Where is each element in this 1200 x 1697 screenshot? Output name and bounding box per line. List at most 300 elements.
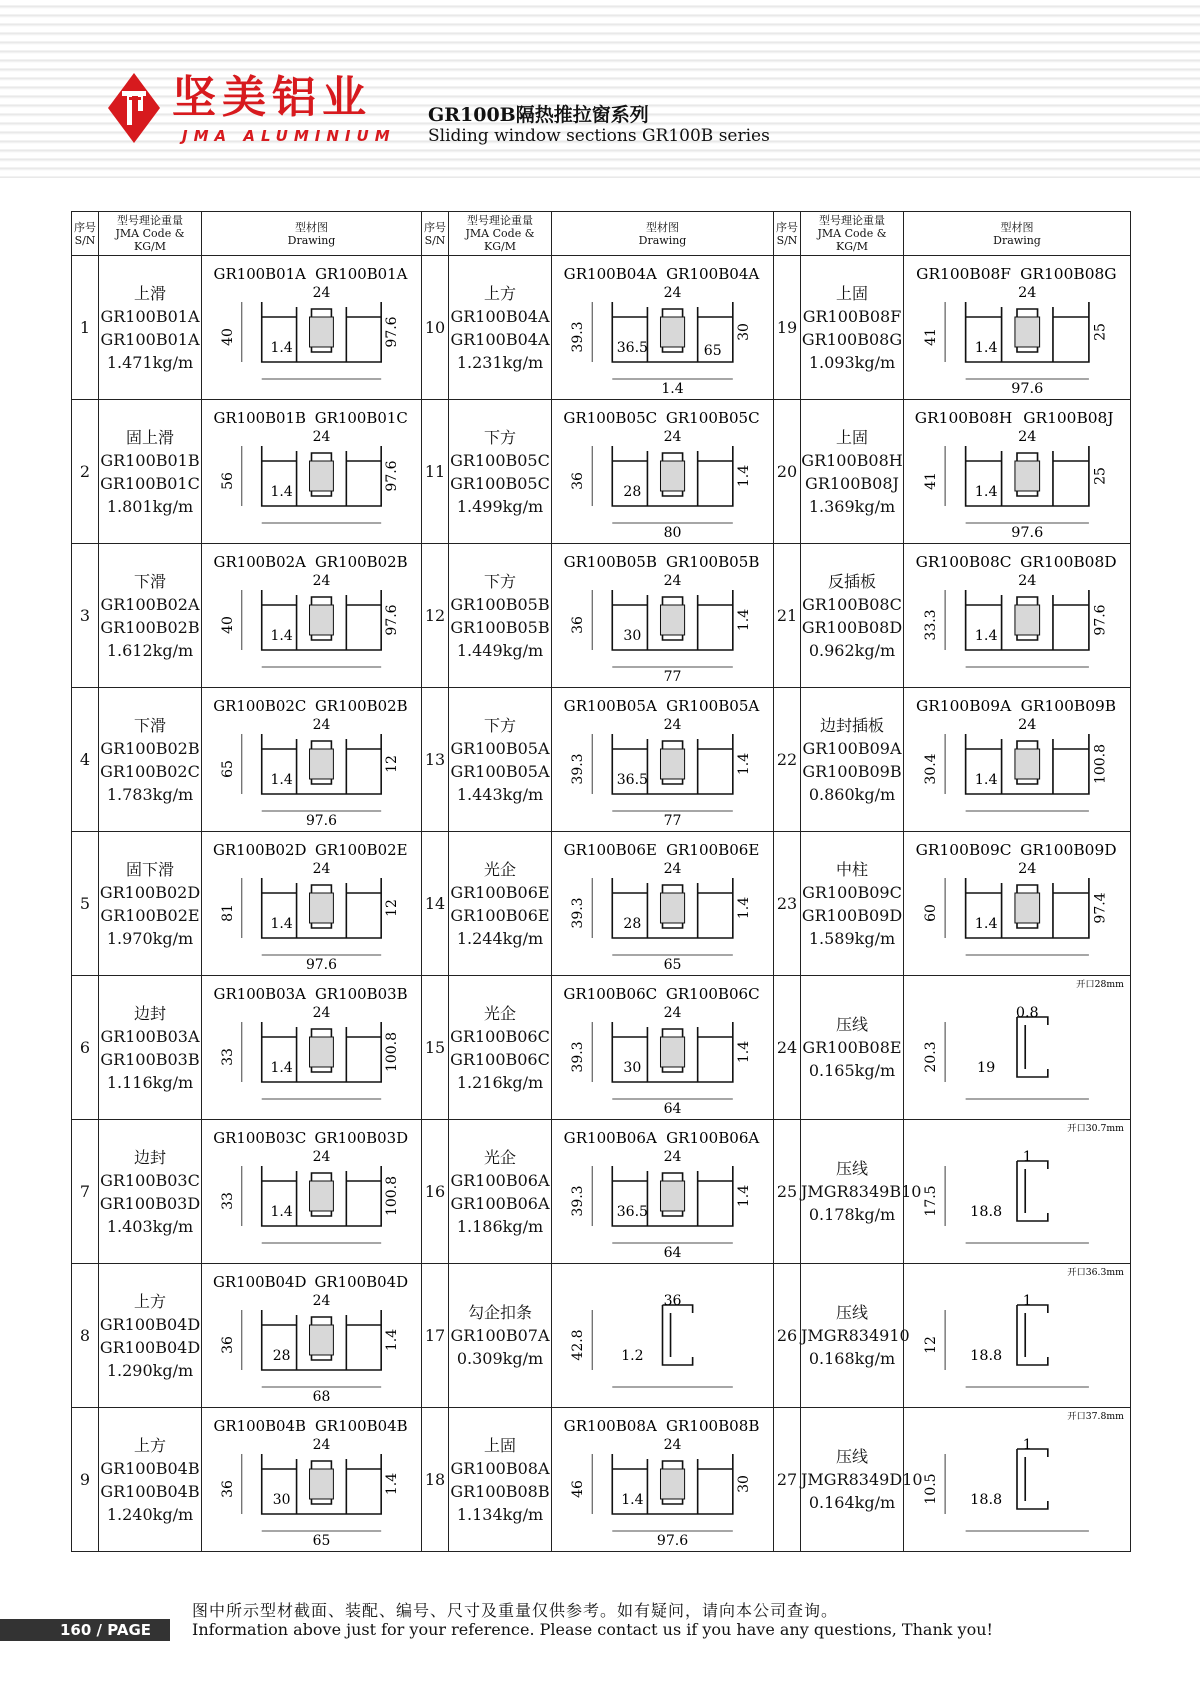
opening-note: 开口36.3mm	[1067, 1267, 1124, 1278]
drawing-cell	[202, 976, 422, 1120]
dimension-label: 1.2	[621, 1347, 644, 1364]
profile-code: GR100B03C	[100, 1170, 200, 1190]
section-code-label: GR100B09A	[915, 696, 1012, 715]
dimension-label: 39.3	[570, 1040, 587, 1073]
profile-weight: 0.165kg/m	[808, 1061, 896, 1080]
profile-weight: 1.186kg/m	[456, 1216, 544, 1236]
profile-code: GR100B03A	[100, 1026, 200, 1046]
profile-code: GR100B05C	[450, 473, 550, 493]
profile-drawing	[904, 1265, 1130, 1407]
section-code-label: GR100B01C	[314, 408, 408, 427]
drawing-cell	[552, 400, 774, 544]
dimension-label: 1.4	[974, 771, 998, 788]
serial-number: 25	[774, 1120, 801, 1264]
profile-info	[99, 544, 202, 688]
profile-weight: 1.216kg/m	[456, 1072, 544, 1092]
profile-name: 上固	[483, 1435, 516, 1455]
dimension-label: 65	[219, 759, 236, 778]
dimension-label: 30	[735, 1474, 752, 1493]
dimension-label: 1.4	[384, 1328, 401, 1351]
dimension-label: 12	[384, 754, 401, 773]
profile-name: 下滑	[133, 715, 166, 735]
dimension-label: 68	[312, 1388, 331, 1405]
drawing-cell	[552, 256, 774, 400]
profile-name: 上滑	[133, 283, 166, 303]
profile-code: GR100B03D	[99, 1193, 201, 1213]
section-code-label: GR100B08F	[916, 264, 1012, 283]
dimension-label: 97.6	[1011, 524, 1044, 541]
dimension-label: 24	[312, 1004, 331, 1021]
profile-code: GR100B09A	[802, 738, 902, 758]
profile-code: GR100B06A	[450, 1170, 550, 1190]
dimension-label: 30	[735, 322, 752, 341]
drawing-cell	[552, 688, 774, 832]
dimension-label: 30	[272, 1491, 291, 1508]
profile-drawing	[552, 1121, 773, 1263]
dimension-label: 97.6	[1092, 603, 1109, 636]
profile-code: GR100B08E	[802, 1038, 902, 1057]
dimension-label: 97.6	[1011, 380, 1044, 397]
table-row	[72, 1120, 1131, 1264]
profile-code: GR100B05A	[450, 738, 550, 758]
serial-number: 21	[774, 544, 801, 688]
opening-note: 开口30.7mm	[1067, 1123, 1124, 1134]
table-header-row	[72, 212, 1131, 256]
dimension-label: 24	[1018, 428, 1037, 445]
profile-code: GR100B09B	[802, 761, 902, 781]
profile-name: 下方	[483, 571, 516, 591]
dimension-label: 24	[663, 284, 682, 301]
header-sn: 序号 S/N	[72, 212, 99, 256]
profile-info	[449, 976, 552, 1120]
profile-drawing	[904, 833, 1130, 975]
dimension-label: 18.8	[970, 1491, 1003, 1508]
profile-name: 边封	[133, 1003, 166, 1023]
profile-drawing	[904, 977, 1130, 1119]
profile-code: GR100B02D	[99, 882, 201, 902]
profile-weight: 1.783kg/m	[106, 784, 194, 804]
jma-logo-icon	[108, 73, 160, 143]
profile-weight: 1.231kg/m	[456, 352, 544, 372]
drawing-cell	[552, 832, 774, 976]
dimension-label: 1.4	[384, 1472, 401, 1495]
profile-name: 边封	[133, 1147, 166, 1167]
profile-code: GR100B08J	[805, 473, 899, 493]
profile-code: GR100B02C	[100, 761, 200, 781]
profile-code: GR100B06C	[450, 1026, 550, 1046]
profile-code: GR100B08H	[801, 450, 903, 470]
drawing-cell	[904, 1408, 1131, 1552]
profile-drawing	[904, 257, 1130, 399]
profile-info	[99, 256, 202, 400]
drawing-cell	[904, 1264, 1131, 1408]
dimension-label: 56	[219, 471, 236, 490]
profile-code: GR100B05C	[450, 450, 550, 470]
drawing-cell	[904, 832, 1131, 976]
profile-drawing	[552, 257, 773, 399]
drawing-cell	[904, 976, 1131, 1120]
header-drawing: 型材图 Drawing	[552, 212, 774, 256]
profile-code: GR100B08F	[802, 306, 902, 326]
dimension-label: 1.4	[270, 627, 293, 644]
profile-name: 中柱	[835, 859, 868, 879]
section-code-label: GR100B04D	[314, 1272, 409, 1291]
dimension-label: 64	[663, 1244, 682, 1261]
dimension-label: 1.4	[270, 915, 293, 932]
profile-code: GR100B06E	[450, 905, 550, 925]
dimension-label: 24	[312, 1292, 331, 1309]
profile-weight: 1.612kg/m	[106, 640, 194, 660]
serial-number: 17	[422, 1264, 449, 1408]
serial-number: 9	[72, 1408, 99, 1552]
dimension-label: 19	[977, 1059, 996, 1076]
section-code-label: GR100B04A	[666, 264, 760, 283]
dimension-label: 1.4	[735, 896, 752, 919]
dimension-label: 12	[384, 898, 401, 917]
profile-drawing	[202, 1265, 421, 1407]
profile-name: 下滑	[133, 571, 166, 591]
serial-number: 11	[422, 400, 449, 544]
profile-drawing	[904, 689, 1130, 831]
profile-section-shape	[663, 1305, 693, 1365]
dimension-label: 24	[663, 572, 682, 589]
section-code-label: GR100B06E	[666, 840, 760, 859]
profile-weight: 0.164kg/m	[808, 1493, 896, 1512]
dimension-label: 30	[623, 1059, 642, 1076]
dimension-label: 65	[703, 342, 722, 359]
section-code-label: GR100B05A	[666, 696, 760, 715]
profile-drawing	[202, 977, 421, 1119]
dimension-label: 97.6	[656, 1532, 689, 1549]
serial-number: 23	[774, 832, 801, 976]
opening-note: 开口28mm	[1076, 979, 1124, 990]
dimension-label: 24	[663, 1148, 682, 1165]
header-sn: 序号 S/N	[422, 212, 449, 256]
table-row	[72, 976, 1131, 1120]
serial-number: 16	[422, 1120, 449, 1264]
profile-weight: 1.443kg/m	[456, 784, 544, 804]
profile-weight: 0.309kg/m	[456, 1349, 544, 1368]
serial-number: 27	[774, 1408, 801, 1552]
profile-name: 上方	[483, 283, 516, 303]
profile-info	[801, 1120, 922, 1264]
section-code-label: GR100B05C	[665, 408, 760, 427]
dimension-label: 39.3	[570, 752, 587, 785]
dimension-label: 24	[663, 1004, 682, 1021]
profile-code: GR100B02A	[100, 594, 200, 614]
profile-weight: 0.860kg/m	[808, 784, 896, 804]
profile-info	[99, 1264, 202, 1408]
drawing-cell	[202, 1264, 422, 1408]
dimension-label: 36	[663, 1292, 682, 1309]
dimension-label: 42.8	[570, 1328, 587, 1361]
profile-info	[801, 688, 904, 832]
dimension-label: 25	[1092, 322, 1109, 341]
header-sn: 序号 S/N	[774, 212, 801, 256]
dimension-label: 1.4	[735, 1040, 752, 1063]
serial-number: 10	[422, 256, 449, 400]
dimension-label: 25	[1092, 466, 1109, 485]
dimension-label: 24	[1018, 716, 1037, 733]
dimension-label: 20.3	[922, 1040, 939, 1073]
footer-note-en: Information above just for your reference. Please contact us if you have any questions, Thank you!	[192, 1620, 993, 1639]
dimension-label: 36	[219, 1479, 236, 1498]
profile-name: 下方	[483, 427, 516, 447]
dimension-label: 33	[219, 1047, 236, 1066]
profile-info	[99, 688, 202, 832]
section-code-label: GR100B08A	[563, 1416, 657, 1435]
dimension-label: 1.4	[735, 752, 752, 775]
section-code-label: GR100B04B	[315, 1416, 408, 1435]
profile-code: GR100B04A	[450, 306, 550, 326]
profile-drawing	[552, 833, 773, 975]
drawing-cell	[202, 544, 422, 688]
profile-info	[99, 1408, 202, 1552]
dimension-label: 24	[312, 716, 331, 733]
profile-code: GR100B09C	[802, 882, 902, 902]
table-row	[72, 688, 1131, 832]
dimension-label: 24	[663, 1436, 682, 1453]
profile-code: GR100B08C	[802, 594, 902, 614]
profile-info	[449, 688, 552, 832]
section-code-label: GR100B01A	[315, 264, 408, 283]
profile-weight: 1.116kg/m	[106, 1072, 194, 1092]
profile-code: GR100B06E	[450, 882, 550, 902]
profile-info	[449, 1120, 552, 1264]
section-code-label: GR100B05A	[563, 696, 657, 715]
section-code-label: GR100B08J	[1023, 408, 1114, 427]
profile-drawing	[904, 545, 1130, 687]
profile-code: GR100B01A	[100, 329, 200, 349]
dimension-label: 97.6	[384, 459, 401, 492]
dimension-label: 1.4	[735, 1184, 752, 1207]
profile-weight: 1.403kg/m	[106, 1216, 194, 1236]
profile-info	[99, 976, 202, 1120]
drawing-cell	[904, 1120, 1131, 1264]
dimension-label: 30	[623, 627, 642, 644]
profile-info	[99, 400, 202, 544]
dimension-label: 33	[219, 1191, 236, 1210]
dimension-label: 100.8	[384, 1031, 401, 1072]
profile-name: 上固	[835, 283, 868, 303]
header-drawing: 型材图 Drawing	[202, 212, 422, 256]
profile-code: GR100B04D	[99, 1337, 201, 1357]
profile-info	[449, 1408, 552, 1552]
profile-table	[71, 211, 1131, 1552]
dimension-label: 18.8	[970, 1203, 1003, 1220]
dimension-label: 24	[312, 284, 331, 301]
dimension-label: 1.4	[270, 1203, 293, 1220]
section-code-label: GR100B06C	[665, 984, 760, 1003]
serial-number: 12	[422, 544, 449, 688]
profile-code: GR100B07A	[450, 1326, 550, 1345]
section-code-label: GR100B05B	[563, 552, 657, 571]
profile-info	[801, 976, 904, 1120]
section-code-label: GR100B02B	[315, 552, 408, 571]
dimension-label: 24	[312, 572, 331, 589]
dimension-label: 39.3	[570, 1184, 587, 1217]
profile-drawing	[904, 401, 1130, 543]
profile-name: 压线	[835, 1015, 868, 1034]
dimension-label: 39.3	[570, 896, 587, 929]
profile-drawing	[202, 689, 421, 831]
serial-number: 7	[72, 1120, 99, 1264]
profile-drawing	[552, 401, 773, 543]
drawing-cell	[202, 400, 422, 544]
dimension-label: 24	[312, 1436, 331, 1453]
serial-number: 8	[72, 1264, 99, 1408]
dimension-label: 39.3	[570, 320, 587, 353]
profile-info	[449, 400, 552, 544]
footer-note-cn: 图中所示型材截面、装配、编号、尺寸及重量仅供参考。如有疑问，请向本公司查询。	[192, 1601, 839, 1620]
profile-code: GR100B08B	[450, 1481, 550, 1501]
table-row	[72, 400, 1131, 544]
serial-number: 5	[72, 832, 99, 976]
profile-weight: 0.178kg/m	[808, 1205, 896, 1224]
profile-weight: 1.244kg/m	[456, 928, 544, 948]
profile-code: GR100B06A	[450, 1193, 550, 1213]
dimension-label: 1.4	[974, 339, 998, 356]
profile-info	[801, 1264, 910, 1408]
dimension-label: 28	[623, 915, 642, 932]
dimension-label: 97.6	[384, 315, 401, 348]
profile-drawing	[202, 545, 421, 687]
profile-code: GR100B05A	[450, 761, 550, 781]
profile-info	[99, 832, 202, 976]
profile-info	[449, 544, 552, 688]
profile-info	[801, 1408, 923, 1552]
table-row	[72, 1264, 1131, 1408]
dimension-label: 24	[1018, 572, 1037, 589]
serial-number: 3	[72, 544, 99, 688]
profile-code: GR100B05B	[450, 617, 550, 637]
section-code-label: GR100B09D	[1020, 840, 1117, 859]
section-code-label: GR100B01A	[213, 264, 306, 283]
dimension-label: 1	[1022, 1148, 1032, 1165]
profile-name: 光企	[483, 1147, 516, 1167]
dimension-label: 0.8	[1015, 1004, 1039, 1021]
drawing-cell	[552, 1120, 774, 1264]
profile-info	[449, 256, 552, 400]
profile-info	[449, 1264, 552, 1408]
profile-drawing	[202, 833, 421, 975]
profile-drawing	[202, 1121, 421, 1263]
profile-weight: 0.168kg/m	[808, 1349, 896, 1368]
profile-code: GR100B04A	[450, 329, 550, 349]
header-drawing: 型材图 Drawing	[904, 212, 1131, 256]
dimension-label: 18.8	[970, 1347, 1003, 1364]
profile-weight: 1.589kg/m	[808, 928, 896, 948]
profile-info	[801, 544, 904, 688]
dimension-label: 77	[663, 812, 682, 829]
dimension-label: 24	[312, 860, 331, 877]
section-code-label: GR100B02D	[212, 840, 307, 859]
drawing-cell	[202, 256, 422, 400]
section-code-label: GR100B02B	[315, 696, 408, 715]
section-code-label: GR100B03D	[314, 1128, 409, 1147]
section-code-label: GR100B09B	[1020, 696, 1117, 715]
dimension-label: 36.5	[616, 339, 649, 356]
dimension-label: 40	[219, 615, 236, 634]
profile-code: JMGR8349D10	[801, 1470, 923, 1489]
dimension-label: 97.4	[1092, 891, 1109, 924]
serial-number: 4	[72, 688, 99, 832]
dimension-label: 12	[922, 1335, 939, 1354]
drawing-cell	[552, 544, 774, 688]
series-title-cn: GR100B隔热推拉窗系列	[428, 104, 649, 126]
profile-info	[801, 256, 904, 400]
serial-number: 22	[774, 688, 801, 832]
drawing-cell	[202, 1120, 422, 1264]
serial-number: 6	[72, 976, 99, 1120]
section-code-label: GR100B08D	[1020, 552, 1117, 571]
brand-name-en: JMA ALUMINIUM	[182, 127, 396, 145]
profile-code: GR100B09D	[801, 905, 903, 925]
header-code: 型号理论重量 JMA Code & KG/M	[801, 212, 904, 256]
series-title-en: Sliding window sections GR100B series	[428, 126, 770, 146]
profile-code: GR100B08A	[450, 1458, 550, 1478]
section-code-label: GR100B03B	[315, 984, 408, 1003]
profile-weight: 1.471kg/m	[106, 352, 194, 372]
dimension-label: 1.4	[974, 915, 998, 932]
profile-name: 上方	[133, 1435, 166, 1455]
profile-code: GR100B02B	[100, 738, 200, 758]
section-code-label: GR100B04A	[563, 264, 657, 283]
section-code-label: GR100B06A	[563, 1128, 657, 1147]
dimension-label: 77	[663, 668, 682, 685]
profile-name: 压线	[835, 1447, 868, 1466]
dimension-label: 24	[663, 860, 682, 877]
section-code-label: GR100B06E	[563, 840, 657, 859]
profile-drawing	[202, 401, 421, 543]
serial-number: 14	[422, 832, 449, 976]
serial-number: 24	[774, 976, 801, 1120]
serial-number: 20	[774, 400, 801, 544]
profile-info	[99, 1120, 202, 1264]
section-code-label: GR100B09C	[915, 840, 1012, 859]
serial-number: 1	[72, 256, 99, 400]
serial-number: 13	[422, 688, 449, 832]
dimension-label: 64	[663, 1100, 682, 1117]
dimension-label: 24	[312, 428, 331, 445]
dimension-label: 65	[312, 1532, 331, 1549]
drawing-cell	[202, 832, 422, 976]
dimension-label: 97.6	[305, 956, 337, 973]
dimension-label: 46	[570, 1479, 587, 1498]
profile-drawing	[552, 977, 773, 1119]
dimension-label: 36.5	[616, 771, 649, 788]
profile-code: GR100B04D	[99, 1314, 201, 1334]
dimension-label: 60	[922, 903, 939, 922]
profile-name: 反插板	[827, 571, 876, 591]
dimension-label: 80	[663, 524, 682, 541]
dimension-label: 1.4	[270, 483, 293, 500]
serial-number: 26	[774, 1264, 801, 1408]
profile-name: 固下滑	[125, 859, 174, 879]
profile-code: GR100B03B	[100, 1049, 200, 1069]
drawing-cell	[552, 976, 774, 1120]
header-code: 型号理论重量 JMA Code & KG/M	[99, 212, 202, 256]
page-number: 160 / PAGE	[0, 1619, 170, 1641]
profile-code: GR100B08G	[801, 329, 903, 349]
dimension-label: 1.4	[270, 1059, 293, 1076]
profile-section-shape	[1017, 1161, 1048, 1221]
dimension-label: 100.8	[384, 1175, 401, 1216]
dimension-label: 1.4	[270, 339, 293, 356]
dimension-label: 97.6	[384, 603, 401, 636]
profile-drawing	[552, 545, 773, 687]
drawing-cell	[904, 544, 1131, 688]
